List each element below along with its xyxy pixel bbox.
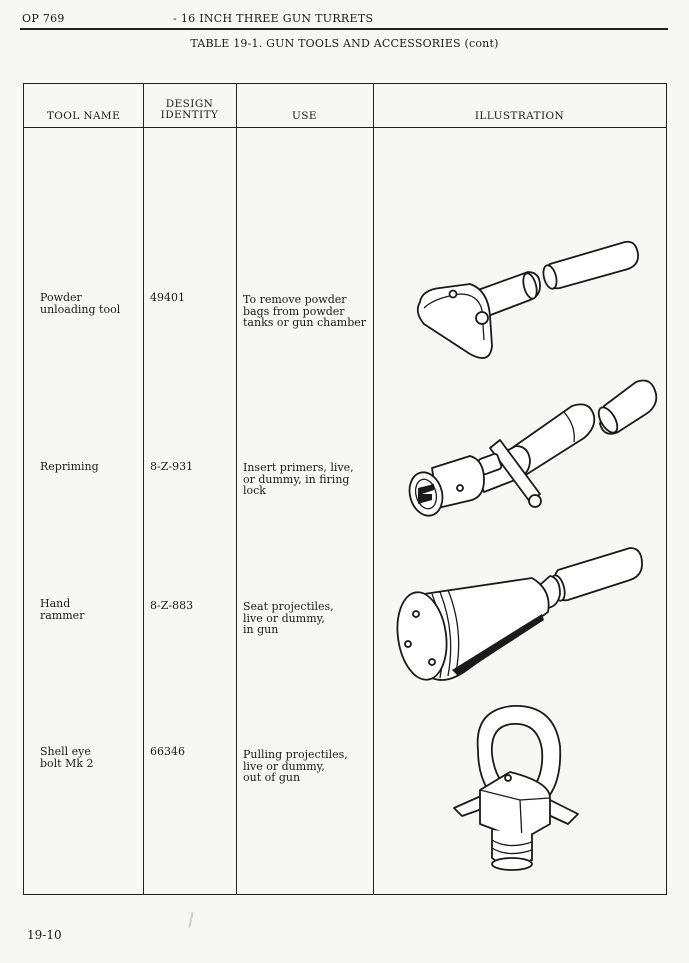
use-cell: To remove powder bags from powder tanks or gun chamber bbox=[243, 293, 366, 329]
design-identity-cell: 8-Z-931 bbox=[150, 460, 194, 473]
document-id: OP 769 bbox=[22, 12, 65, 25]
column-header-tool-name: TOOL NAME bbox=[46, 110, 121, 122]
use-cell: Insert primers, live, or dummy, in firing lock bbox=[243, 461, 354, 497]
column-divider bbox=[373, 84, 374, 894]
document-title: - 16 INCH THREE GUN TURRETS bbox=[173, 12, 374, 25]
design-identity-cell: 49401 bbox=[150, 291, 185, 304]
column-header-illustration: ILLUSTRATION bbox=[474, 110, 565, 122]
table-caption: TABLE 19-1. GUN TOOLS AND ACCESSORIES (cont) bbox=[190, 37, 499, 50]
page-number: 19-10 bbox=[27, 928, 62, 942]
powder-unloading-tool-icon bbox=[400, 232, 670, 372]
use-cell: Pulling projectiles, live or dummy, out of gun bbox=[243, 748, 348, 784]
design-identity-cell: 8-Z-883 bbox=[150, 599, 194, 612]
repriming-tool-icon bbox=[404, 376, 666, 526]
scan-mark bbox=[188, 912, 193, 928]
tool-name-cell: Powder unloading tool bbox=[40, 291, 121, 316]
design-identity-cell: 66346 bbox=[150, 745, 185, 758]
header-rule bbox=[20, 28, 668, 30]
column-header-design-identity: DESIGN IDENTITY bbox=[160, 98, 219, 121]
tool-name-cell: Shell eye bolt Mk 2 bbox=[40, 745, 94, 770]
use-cell: Seat projectiles, live or dummy, in gun bbox=[243, 600, 334, 636]
column-header-use: USE bbox=[292, 110, 317, 122]
tool-name-cell: Repriming bbox=[40, 460, 99, 473]
tool-name-cell: Hand rammer bbox=[40, 597, 85, 622]
header-row-divider bbox=[24, 127, 666, 128]
column-divider bbox=[143, 84, 144, 894]
hand-rammer-icon bbox=[392, 544, 646, 690]
shell-eye-bolt-icon bbox=[450, 700, 600, 880]
column-divider bbox=[236, 84, 237, 894]
